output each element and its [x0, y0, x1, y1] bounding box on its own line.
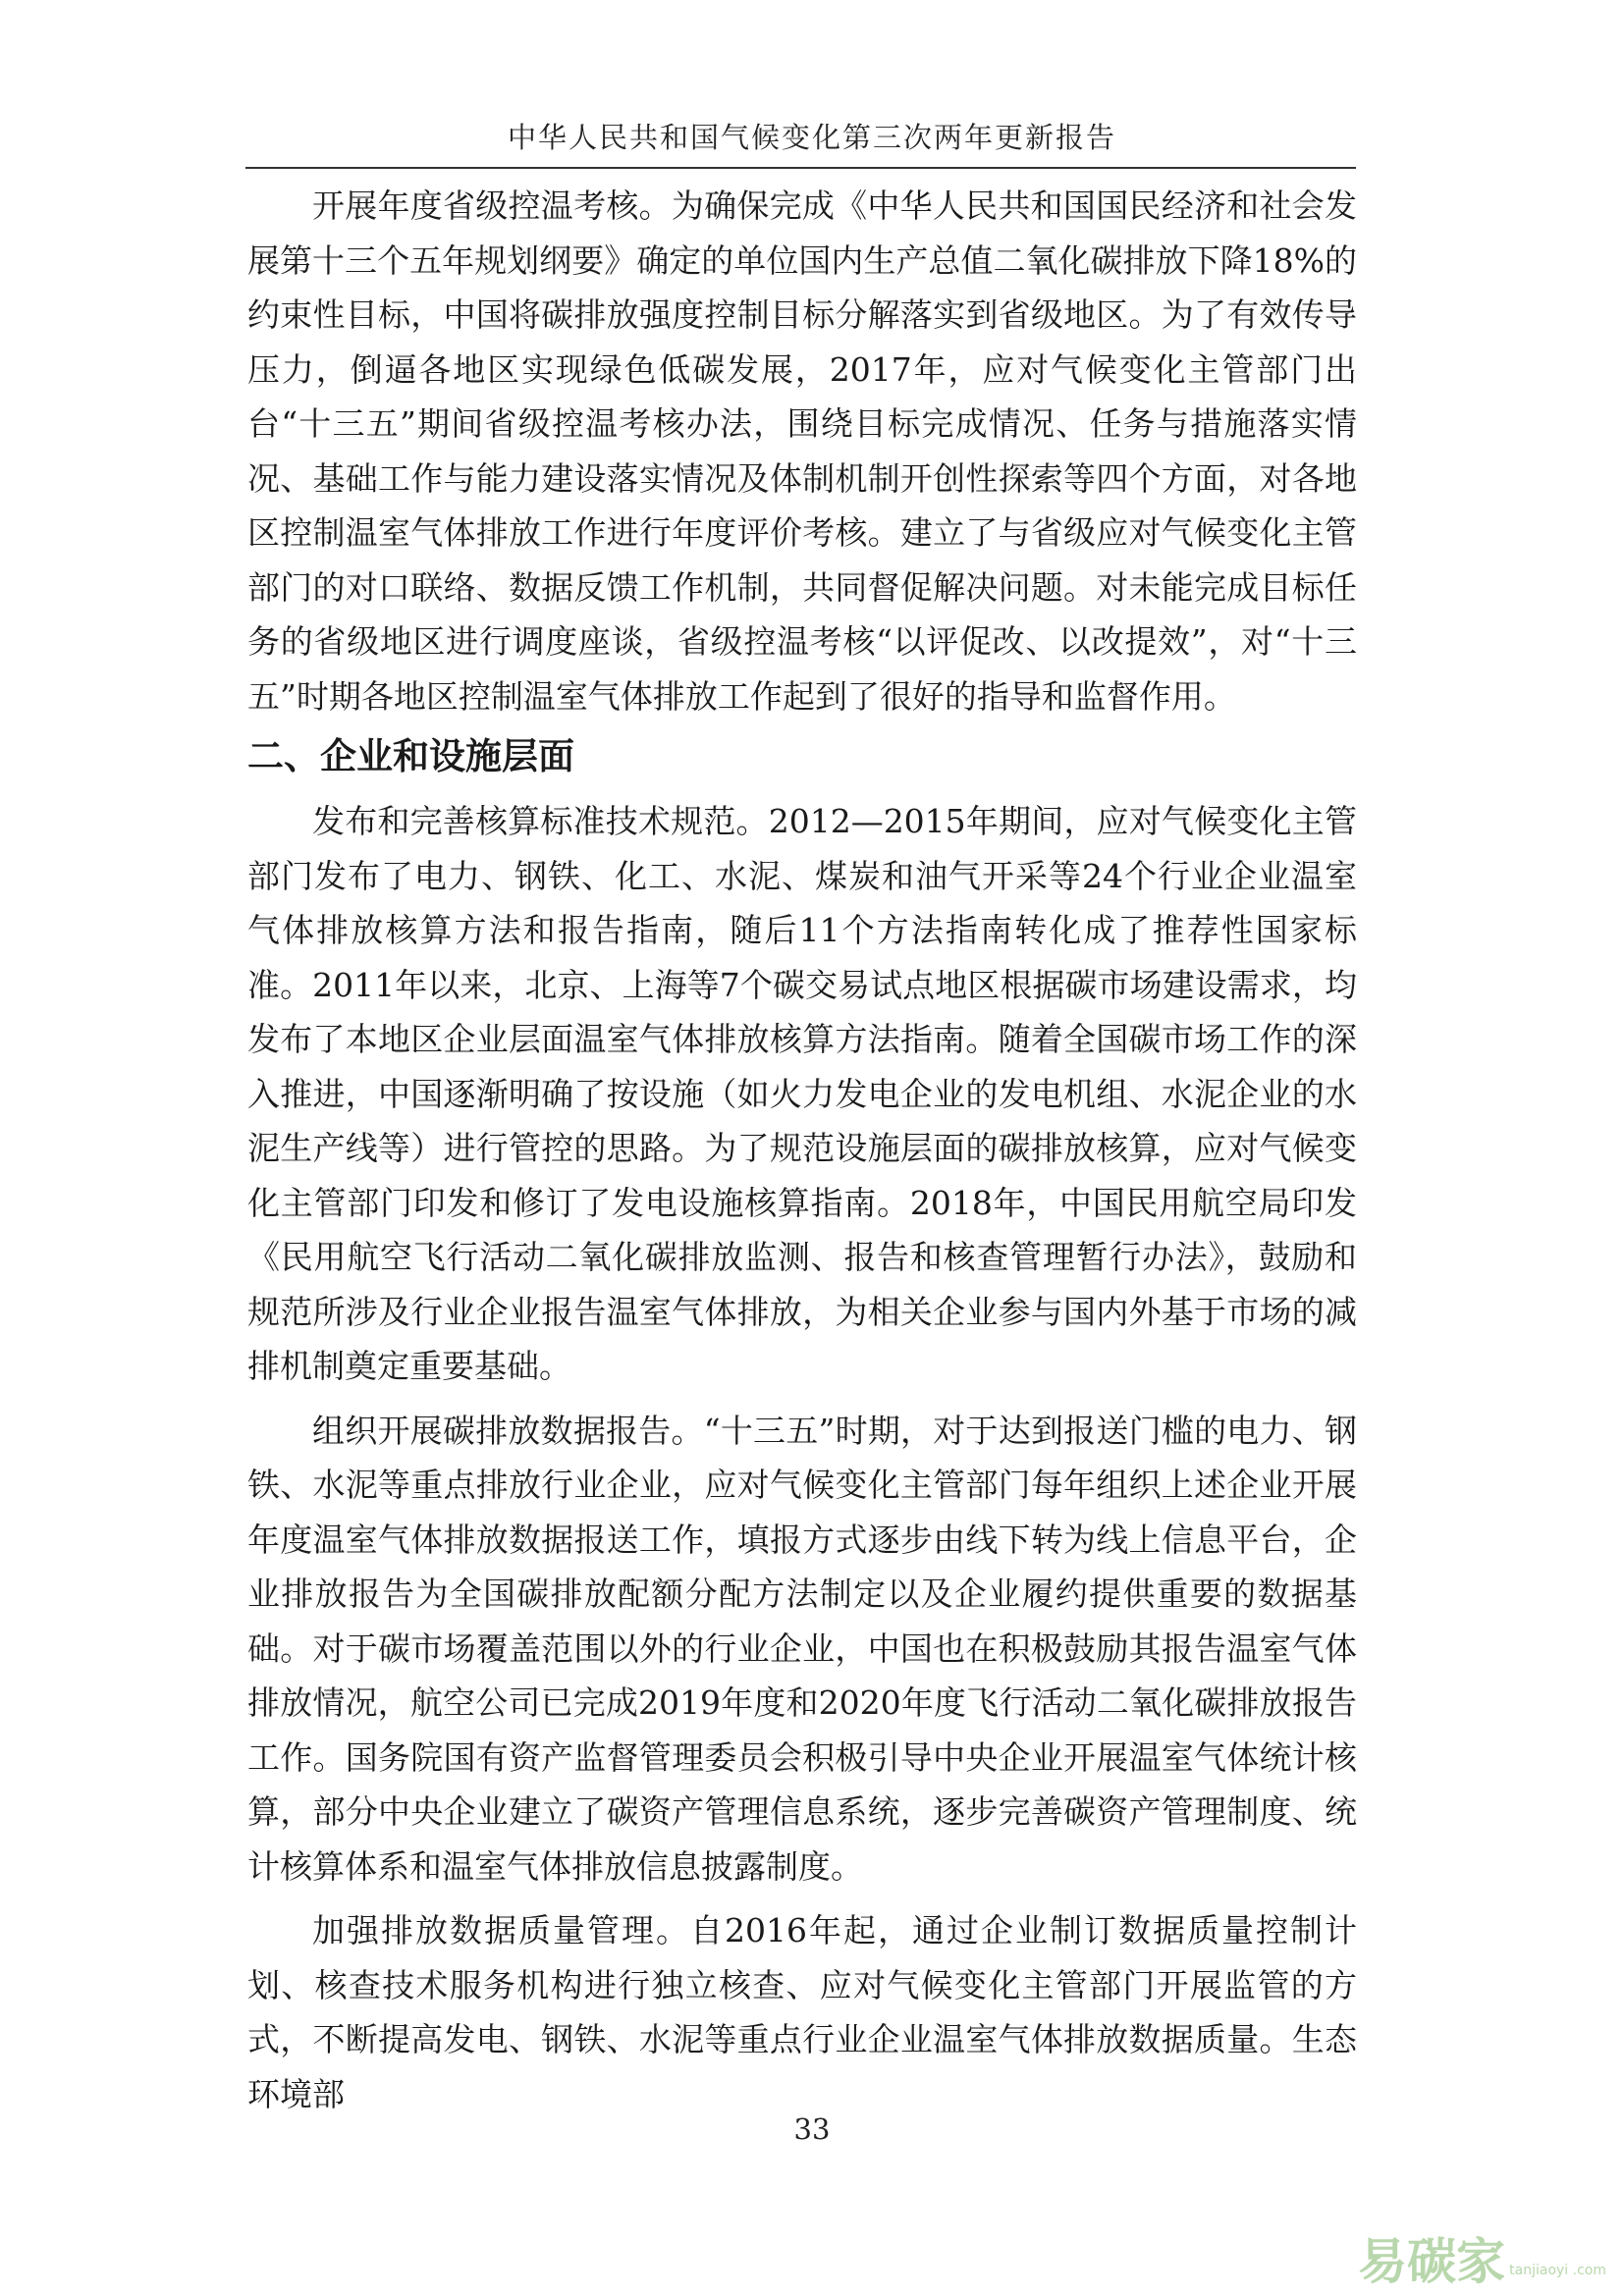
body-paragraph: 加强排放数据质量管理。自2016年起，通过企业制订数据质量控制计划、核查技术服务机构进行独立核查、应对气候变化主管部门开展监管的方式，不断提高发电、钢铁、水泥等重点行业企业温室气体排放数据质量。生态环境部: [247, 1911, 1357, 2113]
body-paragraph: 发布和完善核算标准技术规范。2012—2015年期间，应对气候变化主管部门发布了电力、钢铁、化工、水泥、煤炭和油气开采等24个行业企业温室气体排放核算方法和报告指南，随后11个方法指南转化成了推荐性国家标准。2011年以来，北京、上海等7个碳交易试点地区根据碳市场建设需求，均发布了本地区企业层面温室气体排放核算方法指南。随着全国碳市场工作的深入推进，中国逐渐明确了按设施（如火力发电企业的发电机组、水泥企业的水泥生产线等）进行管控的思路。为了规范设施层面的碳排放核算，应对气候变化主管部门印发和修订了发电设施核算指南。2018年，中国民用航空局印发《民用航空飞行活动二氧化碳排放监测、报告和核查管理暂行办法》，鼓励和规范所涉及行业企业报告温室气体排放，为相关企业参与国内外基于市场的减排机制奠定重要基础。: [247, 802, 1357, 1385]
page-body: [247, 179, 1357, 2121]
section-heading: 二、企业和设施层面: [247, 735, 574, 777]
running-header: 中华人民共和国气候变化第三次两年更新报告: [507, 121, 1116, 154]
body-paragraph: 开展年度省级控温考核。为确保完成《中华人民共和国国民经济和社会发展第十三个五年规划纲要》确定的单位国内生产总值二氧化碳排放下降18%的约束性目标，中国将碳排放强度控制目标分解落实到省级地区。为了有效传导压力，倒逼各地区实现绿色低碳发展，2017年，应对气候变化主管部门出台“十三五”期间省级控温考核办法，围绕目标完成情况、任务与措施落实情况、基础工作与能力建设落实情况及体制机制开创性探索等四个方面，对各地区控制温室气体排放工作进行年度评价考核。建立了与省级应对气候变化主管部门的对口联络、数据反馈工作机制，共同督促解决问题。对未能完成目标任务的省级地区进行调度座谈，省级控温考核“以评促改、以改提效”，对“十三五”时期各地区控制温室气体排放工作起到了很好的指导和监督作用。: [247, 187, 1357, 716]
watermark-logo: [1358, 2233, 1606, 2290]
body-paragraph: 组织开展碳排放数据报告。“十三五”时期，对于达到报送门槛的电力、钢铁、水泥等重点排放行业企业，应对气候变化主管部门每年组织上述企业开展年度温室气体排放数据报送工作，填报方式逐步由线下转为线上信息平台，企业排放报告为全国碳排放配额分配方法制定以及企业履约提供重要的数据基础。对于碳市场覆盖范围以外的行业企业，中国也在积极鼓励其报告温室气体排放情况，航空公司已完成2019年度和2020年度飞行活动二氧化碳排放报告工作。国务院国有资产监督管理委员会积极引导中央企业开展温室气体统计核算，部分中央企业建立了碳资产管理信息系统，逐步完善碳资产管理制度、统计核算体系和温室气体排放信息披露制度。: [247, 1411, 1357, 1886]
watermark-domain: tanjiaoyi .com: [1509, 2262, 1606, 2278]
page-number: 33: [793, 2112, 831, 2146]
header-divider: [245, 167, 1356, 169]
watermark-brand: 易碳家: [1358, 2233, 1506, 2290]
